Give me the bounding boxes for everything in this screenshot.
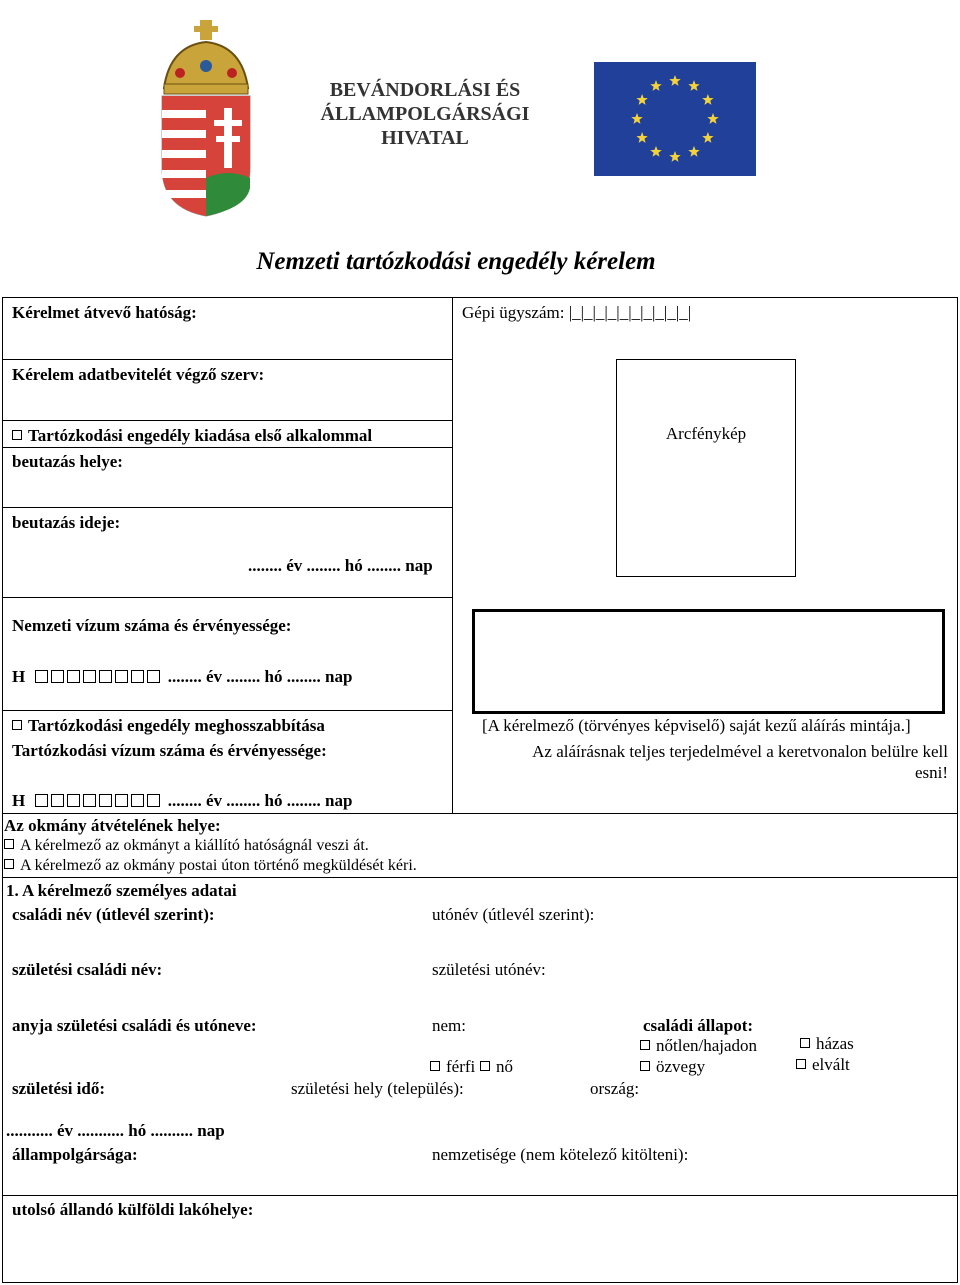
checkbox-icon[interactable] [800, 1038, 810, 1048]
married-label: házas [816, 1034, 854, 1053]
signature-note [462, 741, 948, 783]
checkbox-icon[interactable] [640, 1061, 650, 1071]
last-residence-label: utolsó állandó külföldi lakóhelye: [12, 1200, 254, 1219]
checkbox-icon[interactable] [796, 1059, 806, 1069]
male-label: férfi [446, 1057, 476, 1076]
grid-line [2, 297, 3, 1283]
residence-visa-label: Tartózkodási vízum száma és érvényessége: [12, 741, 327, 760]
pickup-option-2-label: A kérelmező az okmány postai úton történő megküldését kéri. [20, 857, 417, 874]
female-label: nő [496, 1057, 513, 1076]
checkbox-icon[interactable] [4, 859, 14, 869]
male-option[interactable] [430, 1057, 475, 1077]
extension-option[interactable] [12, 716, 325, 736]
grid-line [957, 297, 958, 1283]
grid-line [2, 877, 958, 878]
given-name-label: utónév (útlevél szerint): [432, 905, 595, 924]
coat-of-arms-icon [150, 18, 262, 220]
checkbox-icon[interactable] [12, 430, 22, 440]
visa-date-field[interactable]: ........ év ........ hó ........ nap [167, 667, 353, 686]
grid-line [452, 297, 453, 813]
visa-number-row[interactable] [12, 667, 352, 687]
extension-label: Tartózkodási engedély meghosszabbítása [28, 716, 325, 735]
agency-line-2: ÁLLAMPOLGÁRSÁGI [320, 103, 530, 125]
case-number-field[interactable]: Gépi ügyszám: |_|_|_|_|_|_|_|_|_|_| [462, 303, 692, 322]
residence-digit-boxes[interactable] [35, 791, 163, 810]
nationality-label: nemzetisége (nem kötelező kitölteni): [432, 1145, 689, 1164]
checkbox-icon[interactable] [4, 839, 14, 849]
agency-line-3: HIVATAL [381, 127, 469, 149]
photo-box[interactable] [616, 359, 796, 577]
grid-line [2, 297, 958, 298]
eu-flag-icon [594, 62, 756, 176]
entry-date-field[interactable]: ........ év ........ hó ........ nap [248, 556, 433, 575]
grid-line [2, 420, 453, 421]
agency-line-1: BEVÁNDORLÁSI ÉS [329, 79, 521, 101]
family-name-label: családi név (útlevél szerint): [12, 905, 215, 924]
residence-prefix: H [12, 791, 26, 810]
agency-name [312, 78, 538, 150]
birth-date-label: születési idő: [12, 1079, 106, 1098]
married-option[interactable] [800, 1034, 854, 1054]
birth-given-name-label: születési utónév: [432, 960, 546, 979]
first-issue-label: Tartózkodási engedély kiadása első alkalommal [28, 426, 373, 445]
grid-line [2, 507, 453, 508]
birth-family-name-label: születési családi név: [12, 960, 163, 979]
signature-note-line-1: Az aláírásnak teljes terjedelmével a keretvonalon belülre kell [532, 742, 948, 761]
single-label: nőtlen/hajadon [656, 1036, 758, 1055]
pickup-label: Az okmány átvételének helye: [4, 816, 221, 835]
entry-place-label: beutazás helye: [12, 452, 123, 471]
grid-line [2, 447, 453, 448]
data-entry-org-label: Kérelem adatbevitelét végző szerv: [12, 365, 265, 384]
entry-date-label: beutazás ideje: [12, 513, 121, 532]
marital-status-label: családi állapot: [643, 1016, 754, 1035]
widowed-label: özvegy [656, 1057, 706, 1076]
grid-line [2, 1195, 958, 1196]
citizenship-label: állampolgársága: [12, 1145, 138, 1164]
female-option[interactable] [480, 1057, 513, 1077]
form-title: Nemzeti tartózkodási engedély kérelem [256, 248, 656, 275]
birth-place-label: születési hely (település): [291, 1079, 464, 1098]
single-option[interactable] [640, 1036, 757, 1056]
widowed-option[interactable] [640, 1057, 705, 1077]
grid-line [2, 597, 453, 598]
mother-name-label: anyja születési családi és utóneve: [12, 1016, 257, 1035]
signature-note-line-2: esni! [914, 763, 948, 782]
residence-date-field[interactable]: ........ év ........ hó ........ nap [167, 791, 353, 810]
pickup-option-1[interactable] [4, 837, 369, 855]
sex-label: nem: [432, 1016, 466, 1035]
pickup-option-2[interactable] [4, 857, 417, 875]
checkbox-icon[interactable] [12, 720, 22, 730]
pickup-option-1-label: A kérelmező az okmányt a kiállító hatóságnál veszi át. [20, 837, 369, 854]
signature-box[interactable] [472, 609, 945, 714]
grid-line [2, 710, 453, 711]
country-label: ország: [590, 1079, 640, 1098]
receiving-authority-label: Kérelmet átvevő hatóság: [12, 303, 197, 322]
section-title: 1. A kérelmező személyes adatai [6, 881, 237, 900]
photo-label: Arcfénykép [665, 424, 747, 443]
visa-digit-boxes[interactable] [35, 667, 163, 686]
grid-line [2, 813, 958, 814]
divorced-option[interactable] [796, 1055, 850, 1075]
grid-line [2, 1282, 958, 1283]
grid-line [2, 359, 453, 360]
divorced-label: elvált [812, 1055, 850, 1074]
residence-visa-row[interactable] [12, 791, 352, 811]
birth-date-field[interactable]: ........... év ........... hó .......... nap [6, 1121, 225, 1140]
checkbox-icon[interactable] [430, 1061, 440, 1071]
checkbox-icon[interactable] [480, 1061, 490, 1071]
signature-caption: [A kérelmező (törvényes képviselő) saját kezű aláírás mintája.] [482, 716, 911, 735]
checkbox-icon[interactable] [640, 1040, 650, 1050]
first-issue-option[interactable] [12, 426, 372, 446]
visa-number-label: Nemzeti vízum száma és érvényessége: [12, 616, 292, 635]
visa-prefix: H [12, 667, 26, 686]
